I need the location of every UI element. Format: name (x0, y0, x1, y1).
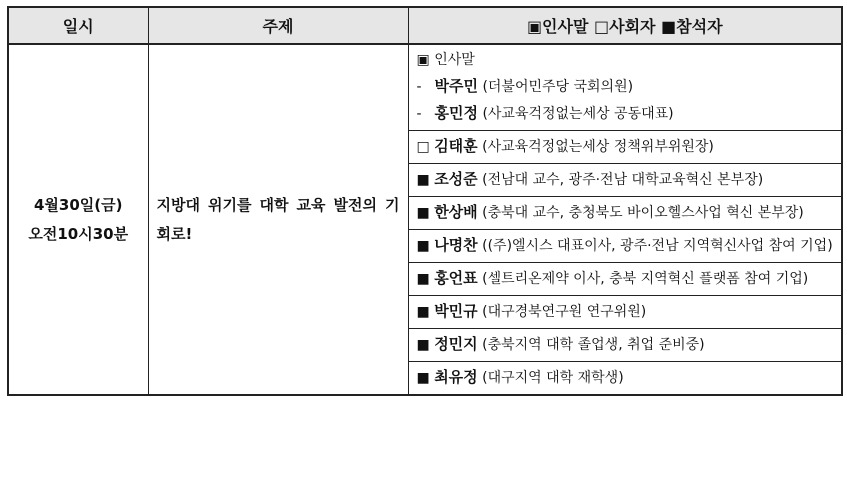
moderator-role: (사교육걱정없는세상 정책위부위원장) (482, 139, 714, 155)
header-row (8, 7, 842, 44)
participant-mark: ■ (416, 370, 430, 386)
participant-name: 최유정 (434, 368, 478, 386)
participant-cell (408, 362, 842, 396)
participant-name: 홍언표 (434, 269, 478, 287)
participant-mark: ■ (416, 238, 430, 254)
speaker-role: (사교육걱정없는세상 공동대표) (482, 106, 674, 122)
participant-role: (셀트리온제약 이사, 충북 지역혁신 플랫폼 참여 기업) (482, 271, 809, 287)
speaker-name: 박주민 (434, 77, 478, 95)
speaker-name: 홍민정 (434, 104, 478, 122)
moderator-mark: □ (416, 139, 430, 155)
participant-cell (408, 329, 842, 362)
greeting-label: 인사말 (434, 52, 475, 68)
participant-role: ((주)엘시스 대표이사, 광주·전남 지역혁신사업 참여 기업) (482, 238, 833, 254)
date-cell (8, 44, 148, 395)
participant-mark: ■ (416, 271, 430, 287)
list-item (417, 100, 834, 127)
participant-cell (408, 197, 842, 230)
participant-cell (408, 296, 842, 329)
participant-mark: ■ (416, 205, 430, 221)
header-topic: 주제 (148, 7, 408, 44)
participant-name: 나명찬 (434, 236, 478, 254)
greeting-cell (408, 44, 842, 131)
participant-cell (408, 230, 842, 263)
participant-role: (대구경북연구원 연구위원) (482, 304, 647, 320)
moderator-name: 김태훈 (434, 137, 478, 155)
schedule-table-wrapper (7, 6, 841, 396)
participant-cell (408, 164, 842, 197)
dash: - (416, 79, 422, 95)
schedule-table (7, 6, 843, 396)
date-line: 4월30일(금) (34, 195, 123, 214)
participant-role: (충북지역 대학 졸업생, 취업 준비중) (482, 337, 705, 353)
header-people: ▣인사말 □사회자 ■참석자 (408, 7, 842, 44)
participant-name: 한상배 (434, 203, 478, 221)
participant-role: (전남대 교수, 광주·전남 대학교육혁신 본부장) (482, 172, 764, 188)
participant-mark: ■ (416, 304, 430, 320)
greeting-heading (417, 47, 834, 73)
greeting-row (8, 44, 842, 131)
participant-role: (대구지역 대학 재학생) (482, 370, 624, 386)
participant-mark: ■ (416, 337, 430, 353)
speaker-role: (더불어민주당 국회의원) (482, 79, 634, 95)
participant-cell (408, 263, 842, 296)
participant-name: 정민지 (434, 335, 478, 353)
participant-name: 박민규 (434, 302, 478, 320)
greeting-mark: ▣ (416, 52, 430, 68)
participant-role: (충북대 교수, 충청북도 바이오헬스사업 혁신 본부장) (482, 205, 804, 221)
list-item (417, 73, 834, 100)
moderator-cell (408, 131, 842, 164)
header-date: 일시 (8, 7, 148, 44)
participant-name: 조성준 (434, 170, 478, 188)
topic-cell: 지방대 위기를 대학 교육 발전의 기회로! (148, 44, 408, 395)
dash: - (416, 106, 422, 122)
participant-mark: ■ (416, 172, 430, 188)
time-line: 오전10시30분 (28, 224, 129, 243)
